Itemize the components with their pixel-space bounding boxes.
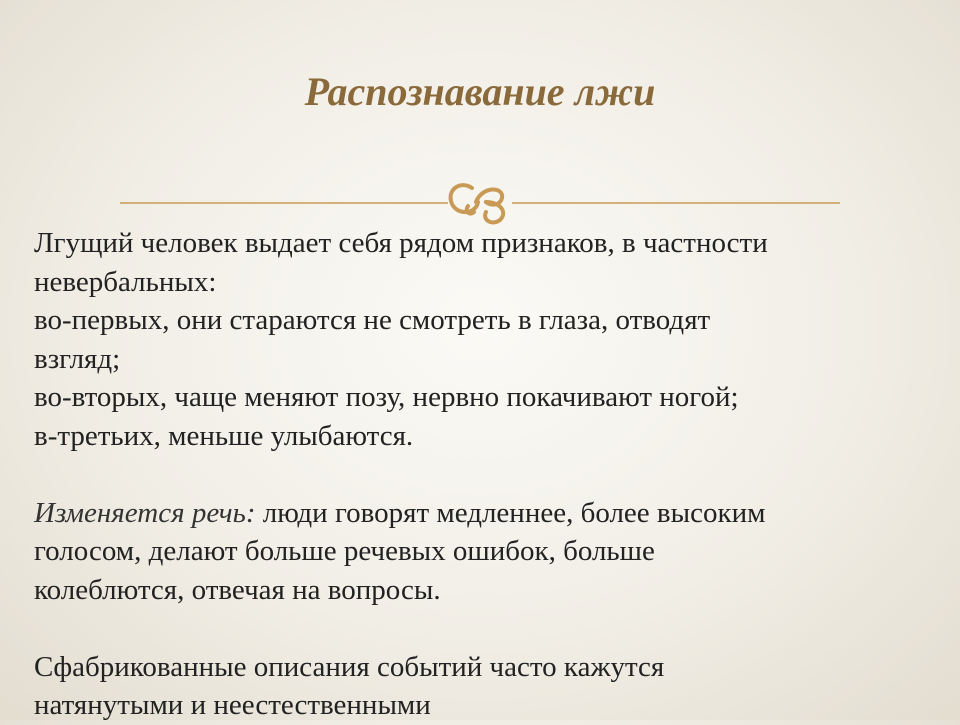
paragraph-nonverbal-signs (34, 224, 934, 455)
text-line: невербальных: (34, 265, 217, 298)
text-line: натянутыми и неестественными (34, 689, 431, 721)
text-line: Сфабрикованные описания событий часто кажутся (34, 650, 665, 683)
text-line: в-третьих, меньше улыбаются. (34, 419, 414, 452)
slide-body (34, 224, 934, 725)
title-divider (120, 176, 840, 226)
paragraph-fabricated-descriptions (34, 648, 934, 725)
paragraph-speech-changes (34, 494, 934, 610)
paragraph-spacer (34, 455, 934, 494)
text-line: во-первых, они стараются не смотреть в глаза, отводят (34, 304, 711, 336)
text-line (34, 494, 934, 533)
text-line: во-вторых, чаще меняют позу, нервно покачивают ногой; (34, 381, 739, 413)
text-line: колеблются, отвечая на вопросы. (34, 573, 441, 606)
text-line-rest: люди говорят медленнее, более высоким (255, 496, 766, 529)
slide-title: Распознавание лжи (304, 69, 656, 114)
emphasis-lead: Изменяется речь: (34, 496, 256, 529)
text-line: взгляд; (34, 342, 121, 375)
text-line: Лгущий человек выдает себя рядом признаков, в частности (34, 227, 768, 259)
ornament-scroll-icon (451, 185, 504, 222)
paragraph-spacer (34, 609, 934, 648)
text-line: голосом, делают больше речевых ошибок, больше (34, 535, 655, 567)
